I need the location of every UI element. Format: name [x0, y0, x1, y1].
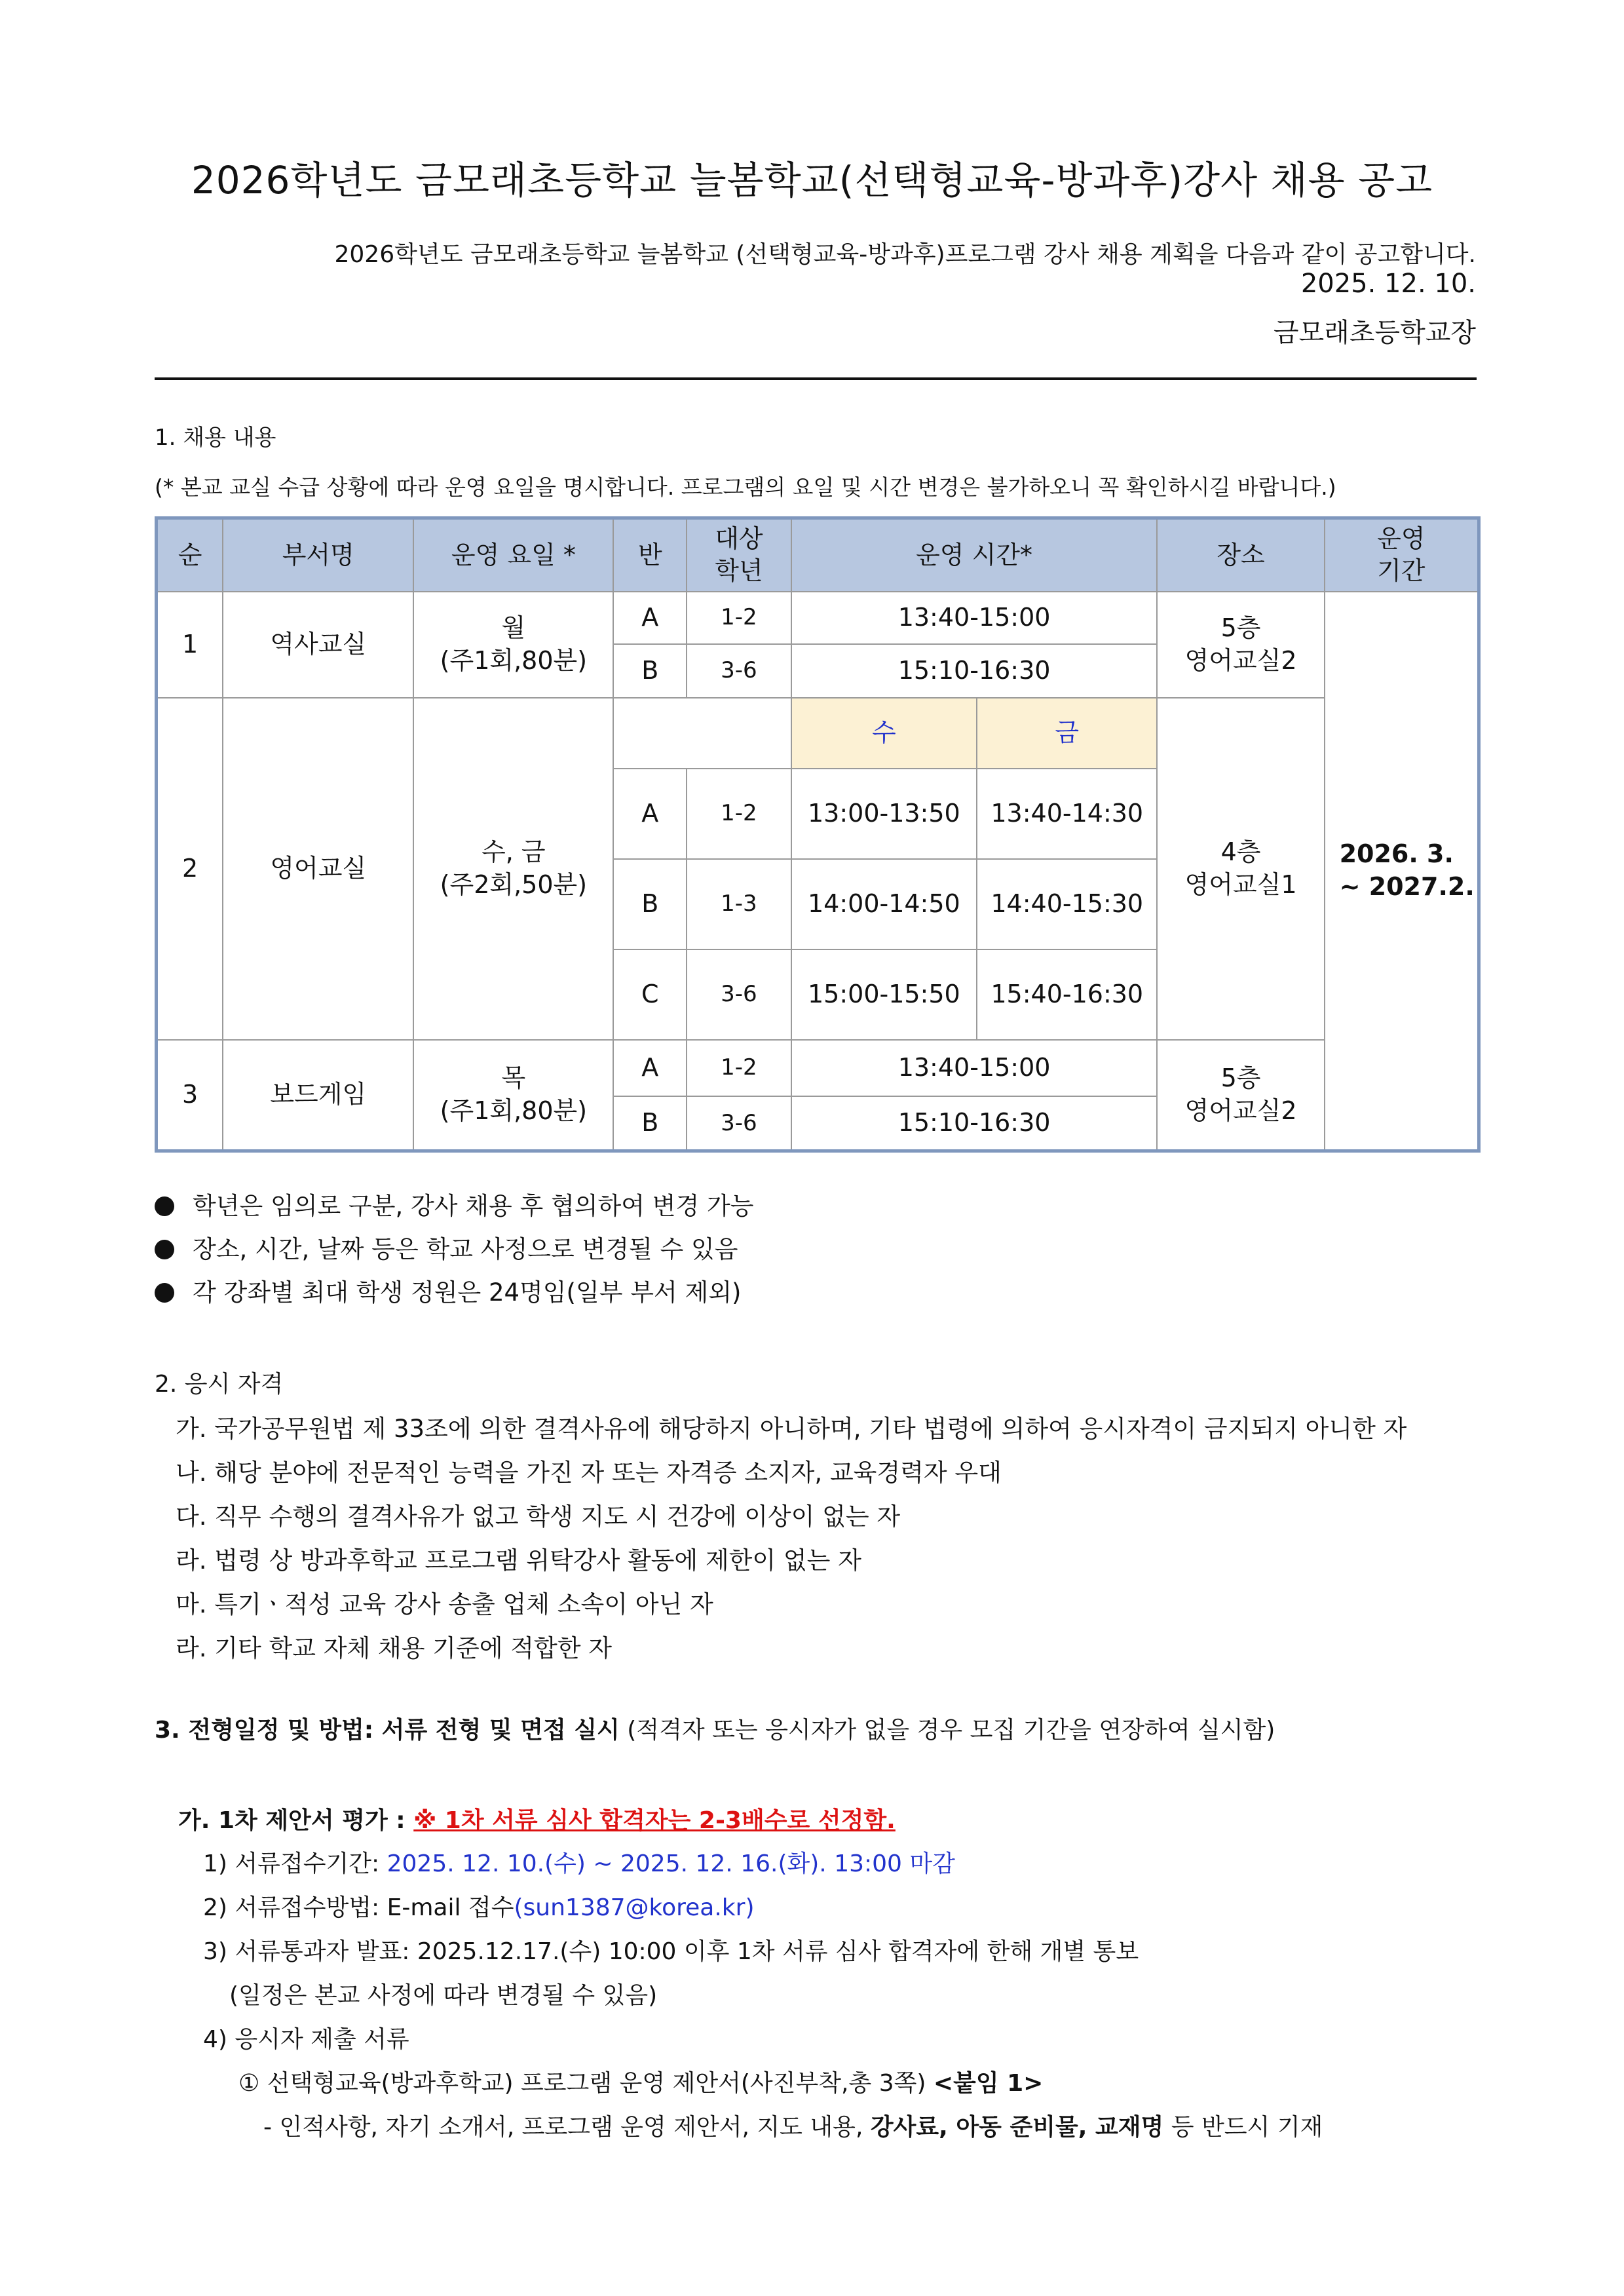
bullet-item: 장소, 시간, 날짜 등은 학교 사정으로 변경될 수 있음: [155, 1229, 738, 1265]
row-time-wed: 15:00-15:50: [791, 949, 977, 1040]
bullet-dot-icon: [155, 1240, 174, 1259]
row-time: 15:10-16:30: [791, 1096, 1158, 1151]
row-place: 5층 영어교실2: [1157, 1040, 1324, 1151]
row-class: C: [613, 949, 687, 1040]
col-header-period: 운영 기간: [1325, 518, 1479, 592]
table-row: [157, 1040, 1479, 1096]
result-announcement: 3) 서류통과자 발표: 2025.12.17.(수) 10:00 이후 1차 서류 심사 합격자에 한해 개별 통보: [203, 1938, 1139, 1965]
row-time: 13:40-15:00: [791, 1040, 1158, 1096]
bullet-item: 각 강좌별 최대 학생 정원은 24명임(일부 부서 제외): [155, 1272, 741, 1308]
row-place: 4층 영어교실1: [1157, 698, 1324, 1040]
row-class: A: [613, 1040, 687, 1096]
application-method: 2) 서류접수방법: E-mail 접수(sun1387@korea.kr): [203, 1894, 755, 1921]
row-day: 목 (주1회,80분): [413, 1040, 613, 1151]
result-announcement-note: (일정은 본교 사정에 따라 변경될 수 있음): [229, 1982, 658, 2009]
row-time-fri: 14:40-15:30: [977, 859, 1157, 949]
row-time: 15:10-16:30: [791, 644, 1158, 698]
qualification-item: 나. 해당 분야에 전문적인 능력을 가진 자 또는 자격증 소지자, 교육경력자 우대: [176, 1459, 1002, 1487]
bullet-item: 학년은 임의로 구분, 강사 채용 후 협의하여 변경 가능: [155, 1186, 753, 1221]
row-class: A: [613, 769, 687, 859]
row-time-wed: 13:00-13:50: [791, 769, 977, 859]
row-grade: 1-2: [687, 1040, 791, 1096]
intro-text: 2026학년도 금모래초등학교 늘봄학교 (선택형교육-방과후)프로그램 강사 채용 계획을 다음과 같이 공고합니다.: [334, 241, 1476, 268]
row-class: B: [613, 644, 687, 698]
schedule-table: [155, 516, 1481, 1153]
application-period: 1) 서류접수기간: 2025. 12. 10.(수) ~ 2025. 12. 16.(화). 13:00 마감: [203, 1850, 955, 1877]
row-dept: 역사교실: [223, 592, 413, 698]
bullet-dot-icon: [155, 1283, 174, 1303]
table-row: [157, 592, 1479, 644]
table-row: [157, 698, 1479, 769]
col-header-place: 장소: [1157, 518, 1324, 592]
document-item: ① 선택형교육(방과후학교) 프로그램 운영 제안서(사진부착,총 3쪽) <붙임 1>: [238, 2070, 1044, 2097]
bullet-dot-icon: [155, 1196, 174, 1216]
col-header-no: 순: [157, 518, 223, 592]
col-header-grade: 대상 학년: [687, 518, 791, 592]
operating-period: 2026. 3. ~ 2027.2.: [1325, 592, 1479, 1151]
col-header-class: 반: [613, 518, 687, 592]
row-grade: 1-2: [687, 592, 791, 644]
document-detail: - 인적사항, 자기 소개서, 프로그램 운영 제안서, 지도 내용, 강사료, 아동 준비물, 교재명 등 반드시 기재: [263, 2114, 1323, 2141]
qualification-item: 라. 법령 상 방과후학교 프로그램 위탁강사 활동에 제한이 없는 자: [176, 1546, 861, 1575]
row-dept: 영어교실: [223, 698, 413, 1040]
row-time-fri: 13:40-14:30: [977, 769, 1157, 859]
qualification-item: 가. 국가공무원법 제 33조에 의한 결격사유에 해당하지 아니하며, 기타 법령에 의하여 응시자격이 금지되지 아니한 자: [176, 1415, 1407, 1443]
row-grade: 3-6: [687, 644, 791, 698]
row-grade: 1-2: [687, 769, 791, 859]
qualification-item: 마. 특기ㆍ적성 교육 강사 송출 업체 소속이 아닌 자: [176, 1590, 713, 1618]
col-header-dept: 부서명: [223, 518, 413, 592]
header-divider: [155, 377, 1477, 380]
row-class: B: [613, 1096, 687, 1151]
section1-note: (* 본교 교실 수급 상황에 따라 운영 요일을 명시합니다. 프로그램의 요일 및 시간 변경은 불가하오니 꼭 확인하시길 바랍니다.): [155, 474, 1336, 500]
row-time: 13:40-15:00: [791, 592, 1158, 644]
qualification-item: 다. 직무 수행의 결격사유가 없고 학생 지도 시 건강에 이상이 없는 자: [176, 1502, 901, 1531]
row-dept: 보드게임: [223, 1040, 413, 1151]
stage1-heading: 가. 1차 제안서 평가 : ※ 1차 서류 심사 합격자는 2-3배수로 선정함.: [178, 1807, 896, 1834]
row-day: 수, 금 (주2회,50분): [413, 698, 613, 1040]
day-header-wed: 수: [791, 698, 977, 769]
row-no: 1: [157, 592, 223, 698]
col-header-time: 운영 시간*: [791, 518, 1158, 592]
announcement-date: 2025. 12. 10.: [1300, 269, 1476, 299]
row-grade: 1-3: [687, 859, 791, 949]
required-documents: 4) 응시자 제출 서류: [203, 2026, 409, 2053]
col-header-day: 운영 요일 *: [413, 518, 613, 592]
day-header-fri: 금: [977, 698, 1157, 769]
row-day: 월 (주1회,80분): [413, 592, 613, 698]
empty-cell: [613, 698, 791, 769]
stage1-note: ※ 1차 서류 심사 합격자는 2-3배수로 선정함.: [413, 1807, 896, 1834]
row-class: A: [613, 592, 687, 644]
page-title: 2026학년도 금모래초등학교 늘봄학교(선택형교육-방과후)강사 채용 공고: [191, 158, 1433, 202]
row-class: B: [613, 859, 687, 949]
section3-heading: 3. 전형일정 및 방법: 서류 전형 및 면접 실시 (적격자 또는 응시자가 없을 경우 모집 기간을 연장하여 실시함): [155, 1717, 1275, 1744]
row-grade: 3-6: [687, 1096, 791, 1151]
principal-signature: 금모래초등학교장: [1273, 318, 1476, 348]
email-link[interactable]: (sun1387@korea.kr): [514, 1894, 755, 1921]
row-place: 5층 영어교실2: [1157, 592, 1324, 698]
row-no: 3: [157, 1040, 223, 1151]
row-time-wed: 14:00-14:50: [791, 859, 977, 949]
qualification-item: 라. 기타 학교 자체 채용 기준에 적합한 자: [176, 1634, 612, 1662]
row-no: 2: [157, 698, 223, 1040]
table-header-row: [157, 518, 1479, 592]
section2-heading: 2. 응시 자격: [155, 1371, 284, 1398]
section1-heading: 1. 채용 내용: [155, 425, 276, 451]
row-grade: 3-6: [687, 949, 791, 1040]
row-time-fri: 15:40-16:30: [977, 949, 1157, 1040]
